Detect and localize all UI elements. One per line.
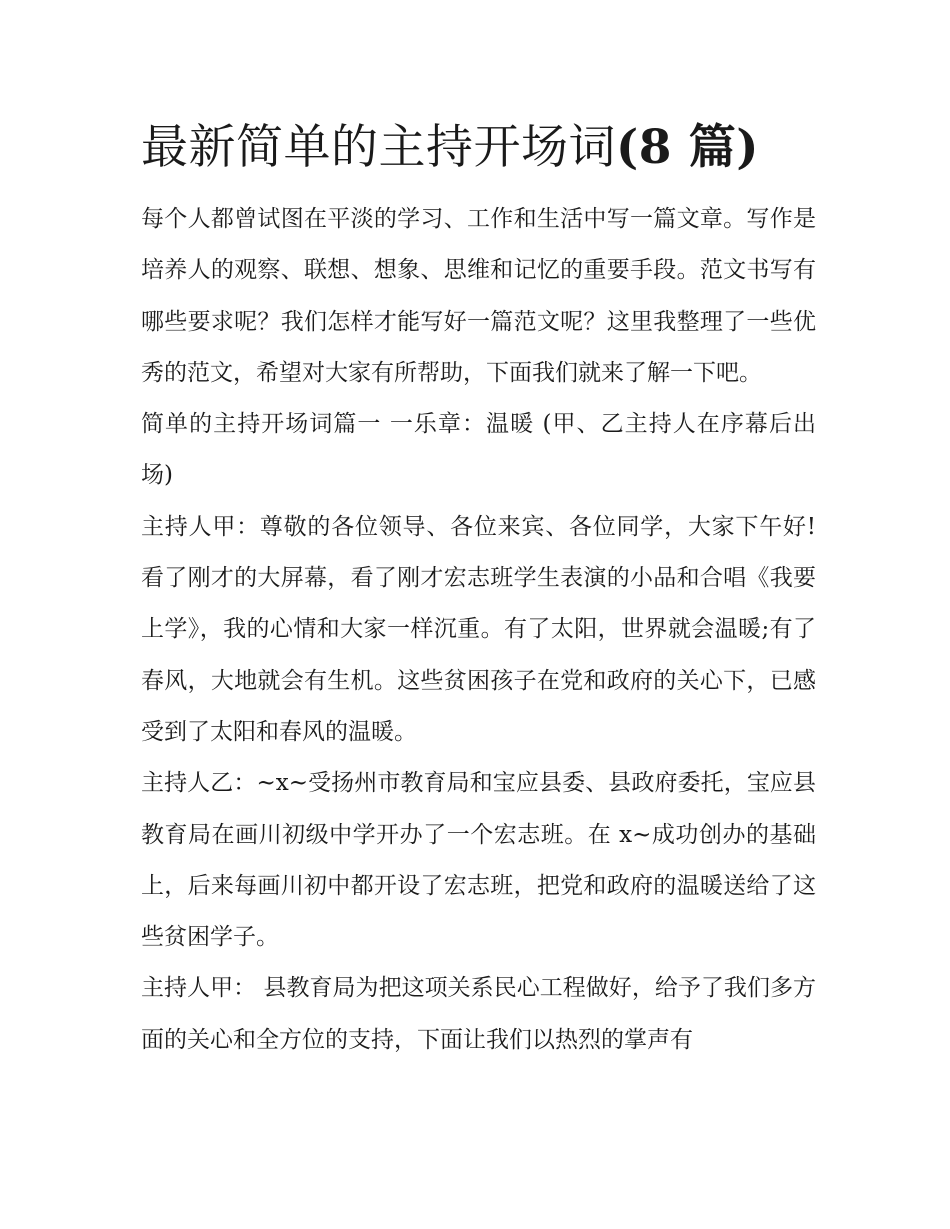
title-suffix: (8 篇): [616, 120, 760, 175]
host-a-paragraph: 主持人甲：尊敬的各位领导、各位来宾、各位同学，大家下午好!看了刚才的大屏幕，看了刚才宏志班学生表演的小品和合唱《我要上学》，我的心情和大家一样沉重。有了太阳，世界就会温暖;有了春风，大地就会有生机。这些贫困孩子在党和政府的关心下，已感受到了太阳和春风的温暖。: [141, 513, 816, 745]
host-a-paragraph-2: 主持人甲： 县教育局为把这项关系民心工程做好，给予了我们多方面的关心和全方位的支持，下面让我们以热烈的掌声有: [141, 975, 816, 1053]
document-body: [141, 112, 816, 1066]
title-main: 最新简单的主持开场词: [141, 120, 616, 175]
intro-paragraph: 每个人都曾试图在平淡的学习、工作和生活中写一篇文章。写作是培养人的观察、联想、想象、思维和记忆的重要手段。范文书写有哪些要求呢？我们怎样才能写好一篇范文呢？这里我整理了一些优秀的范文，希望对大家有所帮助，下面我们就来了解一下吧。: [141, 206, 816, 386]
document-title: [141, 112, 816, 184]
section-heading-paragraph: 简单的主持开场词篇一 一乐章：温暖 (甲、乙主持人在序幕后出场): [141, 411, 816, 489]
host-b-paragraph: 主持人乙：~x~受扬州市教育局和宝应县委、县政府委托，宝应县教育局在画川初级中学开办了一个宏志班。在 x~成功创办的基础上，后来每画川初中都开设了宏志班，把党和政府的温暖送给了这些贫困学子。: [141, 770, 816, 951]
